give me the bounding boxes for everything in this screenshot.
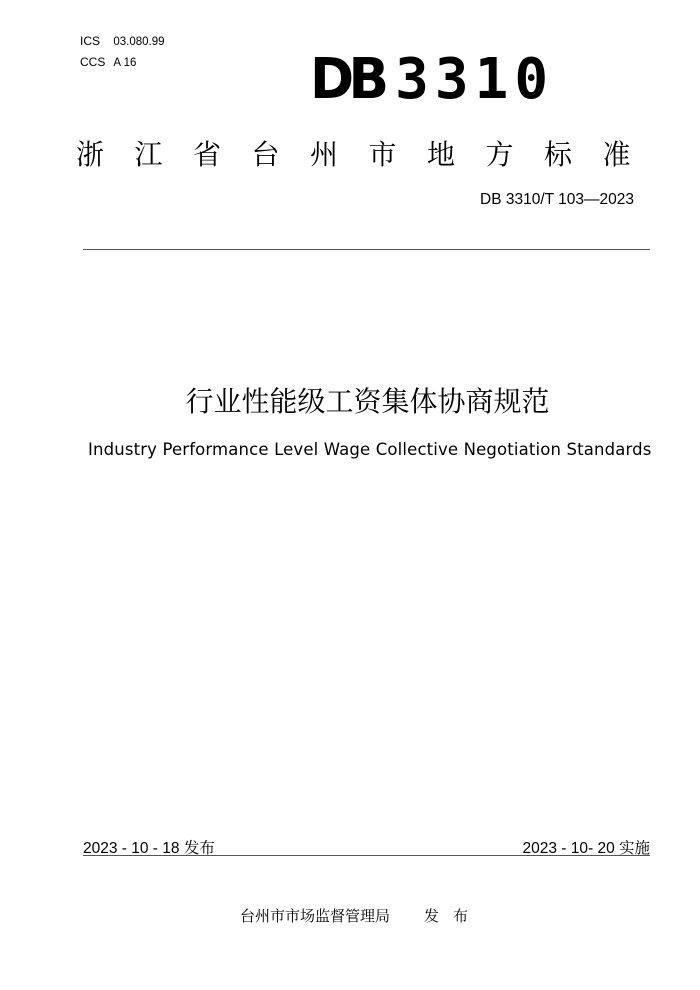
- ccs-value: A 16: [113, 57, 137, 69]
- ccs-label: CCS: [80, 55, 106, 69]
- issuer-line: [240, 905, 482, 926]
- db-logo: [310, 47, 555, 112]
- db-number: 3310: [395, 47, 555, 112]
- issuer-name: 台州市市场监督管理局: [240, 907, 391, 925]
- standard-type-heading: 浙江省台州市地方标准: [76, 138, 662, 171]
- issue-date: 2023 - 10 - 18 发布: [83, 840, 215, 857]
- ics-code: [80, 34, 165, 48]
- db-prefix: DB: [310, 47, 384, 112]
- ics-label: ICS: [80, 34, 101, 48]
- ccs-code: [80, 55, 136, 69]
- document-title-en: Industry Performance Level Wage Collective Negotiation Standards: [88, 440, 652, 459]
- top-divider: [83, 249, 650, 250]
- ics-value: 03.080.99: [113, 36, 165, 48]
- issue-action: 发布: [424, 907, 483, 925]
- document-title-zh: 行业性能级工资集体协商规范: [185, 385, 550, 418]
- standard-number: DB 3310/T 103—2023: [480, 191, 634, 208]
- bottom-divider: [83, 855, 650, 856]
- implementation-date: 2023 - 10- 20 实施: [522, 840, 650, 857]
